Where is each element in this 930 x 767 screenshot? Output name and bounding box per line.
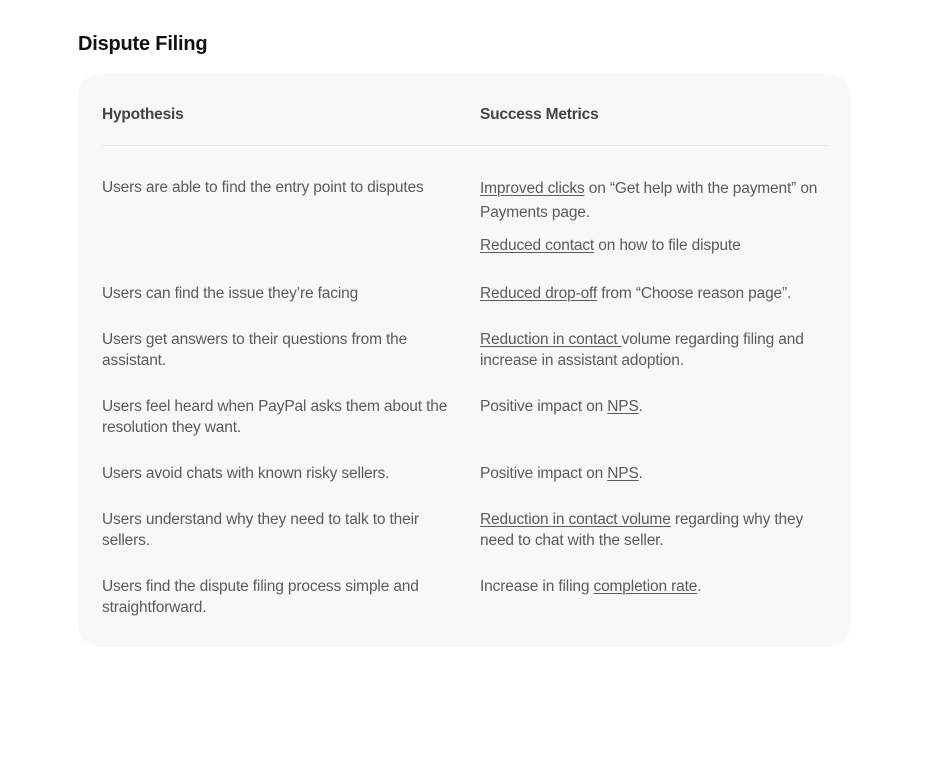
metric-text: .: [697, 578, 702, 595]
metrics-cell: [480, 329, 825, 371]
metric-text: Increase in filing: [480, 578, 594, 595]
metric-text: on “Get help with the payment” on Payments page.: [480, 180, 818, 221]
metric-line: [480, 396, 825, 417]
metric-line: [480, 576, 825, 597]
metric-text: on how to file dispute: [594, 237, 741, 254]
metrics-cell: [480, 509, 825, 551]
metric-link[interactable]: completion rate: [593, 578, 698, 595]
metric-link[interactable]: NPS: [607, 465, 639, 482]
hypothesis-cell: Users understand why they need to talk to their sellers.: [102, 511, 419, 549]
metric-line: [480, 463, 825, 484]
metric-link[interactable]: Reduction in contact: [480, 331, 622, 348]
metric-text: .: [638, 465, 643, 482]
metric-line: [480, 235, 825, 256]
metric-text: regarding why they need to chat with the seller.: [480, 511, 804, 549]
metrics-cell: [480, 396, 825, 417]
metrics-cell: [480, 283, 825, 304]
hypothesis-cell: Users avoid chats with known risky sellers.: [102, 465, 390, 482]
metric-link[interactable]: Reduced drop-off: [480, 285, 598, 302]
metric-line: [480, 329, 825, 371]
metrics-cell: [480, 463, 825, 484]
column-header-hypothesis: Hypothesis: [102, 106, 184, 123]
hypothesis-cell: Users get answers to their questions from the assistant.: [102, 331, 408, 369]
hypothesis-cell: Users find the dispute filing process simple and straightforward.: [102, 578, 419, 616]
metric-text: Positive impact on: [480, 398, 608, 415]
metric-link[interactable]: NPS: [607, 398, 639, 415]
column-header-success-metrics: Success Metrics: [480, 106, 599, 123]
metric-text: from “Choose reason page”.: [597, 285, 792, 302]
metrics-cell: [480, 177, 825, 256]
page-title: Dispute Filing: [78, 33, 208, 55]
metric-line: [480, 509, 825, 551]
metric-line: [480, 177, 825, 225]
metrics-cell: [480, 576, 825, 597]
hypothesis-cell: Users feel heard when PayPal asks them about the resolution they want.: [102, 398, 448, 436]
metric-line: [480, 283, 825, 304]
metric-link[interactable]: Reduced contact: [480, 237, 595, 254]
metric-link[interactable]: Reduction in contact volume: [480, 511, 671, 528]
hypothesis-metrics-card: [78, 74, 851, 647]
metric-text: Positive impact on: [480, 465, 608, 482]
metric-text: volume regarding filing and increase in assistant adoption.: [480, 331, 804, 369]
table-header: [102, 106, 829, 146]
metric-link[interactable]: Improved clicks: [480, 180, 585, 197]
metric-text: .: [638, 398, 643, 415]
hypothesis-cell: Users are able to find the entry point to disputes: [102, 179, 424, 196]
hypothesis-cell: Users can find the issue they’re facing: [102, 285, 359, 302]
